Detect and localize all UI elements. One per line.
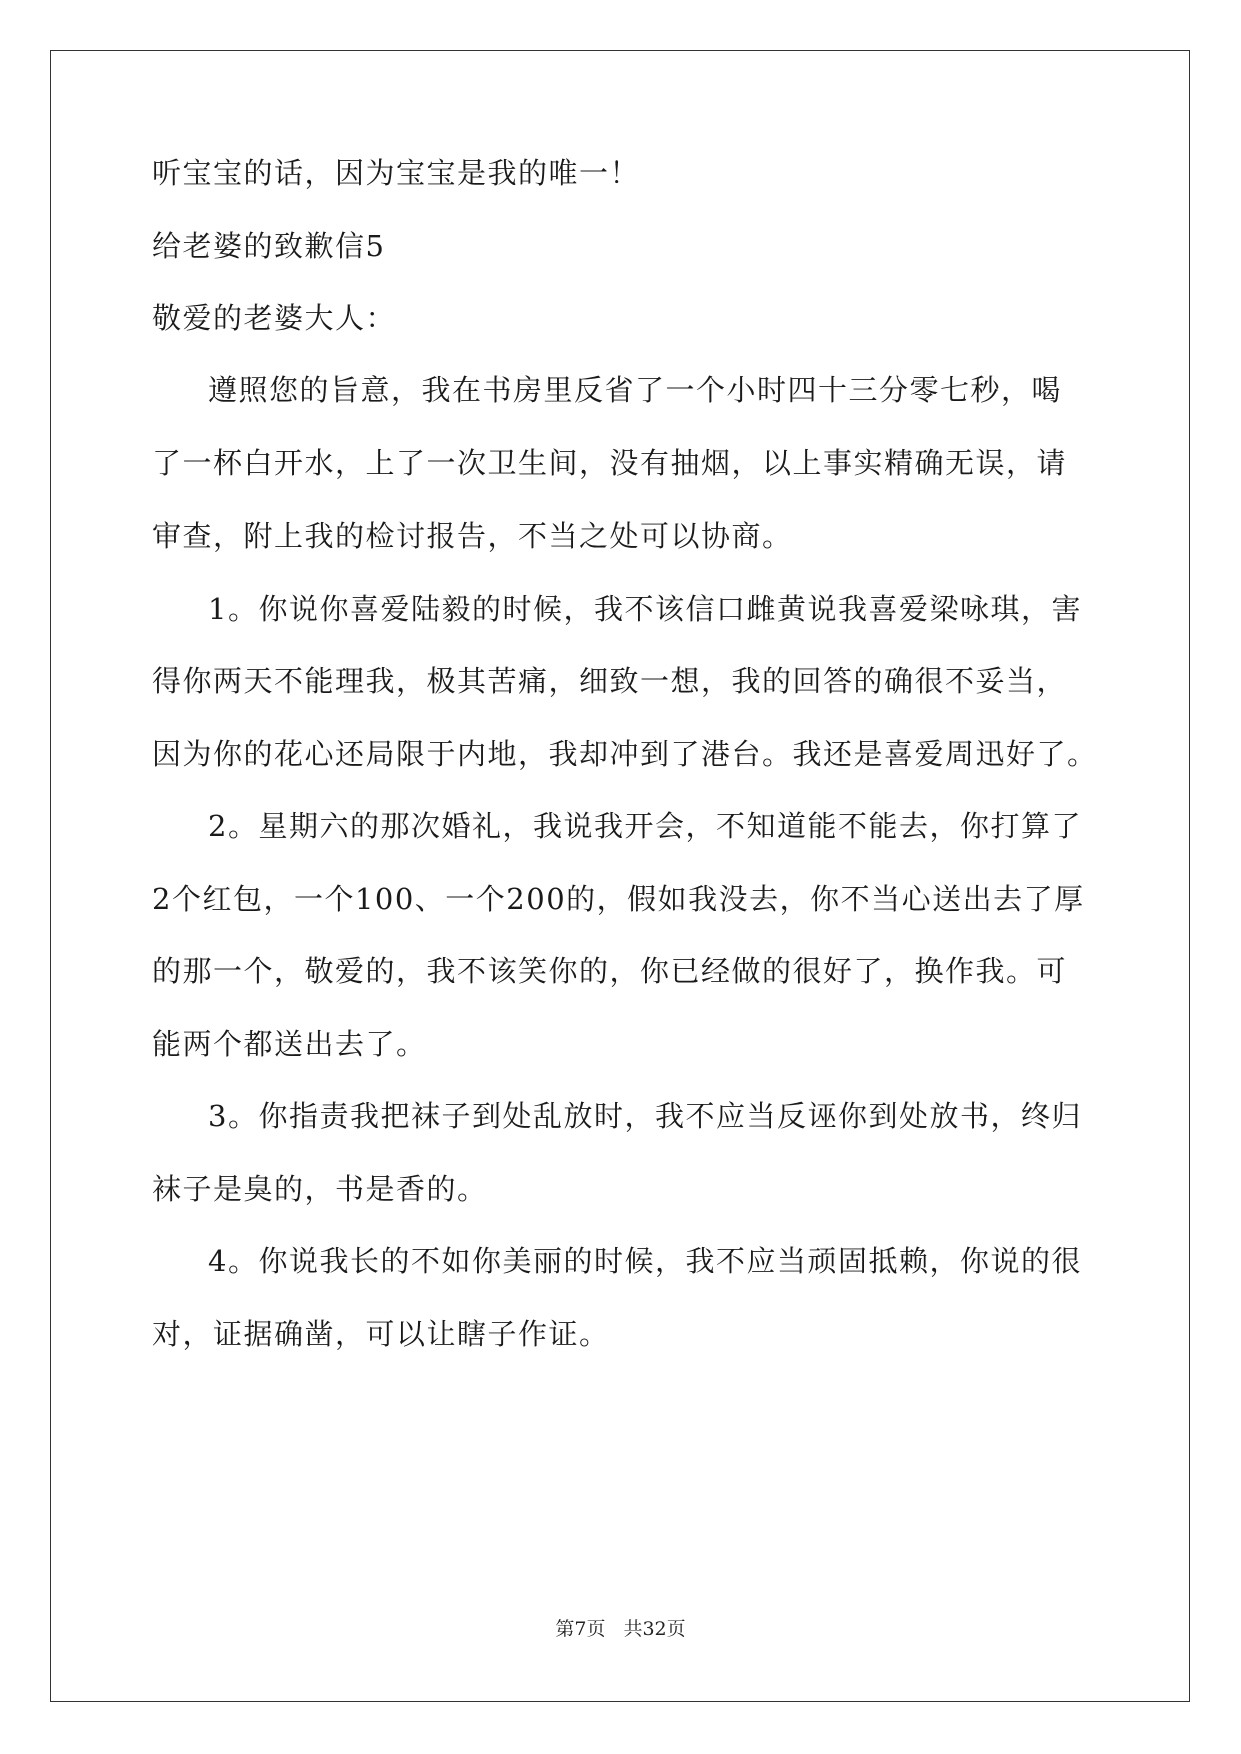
paragraph-line: 对，证据确凿，可以让瞎子作证。 xyxy=(152,1317,610,1351)
paragraph-line: 1。你说你喜爱陆毅的时候，我不该信口雌黄说我喜爱梁咏琪，害 xyxy=(208,592,1082,626)
paragraph-line: 的那一个，敬爱的，我不该笑你的，你已经做的很好了，换作我。可 xyxy=(152,954,1068,988)
paragraph-line: 袜子是臭的，书是香的。 xyxy=(152,1172,488,1206)
paragraph-line: 了一杯白开水，上了一次卫生间，没有抽烟，以上事实精确无误，请 xyxy=(152,446,1068,480)
page-total: 共32页 xyxy=(623,1618,686,1640)
paragraph-line: 因为你的花心还局限于内地，我却冲到了港台。我还是喜爱周迅好了。 xyxy=(152,737,1098,771)
page-number: 第7页 xyxy=(555,1618,606,1640)
paragraph-line: 审查，附上我的检讨报告，不当之处可以协商。 xyxy=(152,519,793,553)
paragraph-line: 能两个都送出去了。 xyxy=(152,1027,427,1061)
page-footer xyxy=(0,1614,1241,1641)
paragraph-line: 遵照您的旨意，我在书房里反省了一个小时四十三分零七秒，喝 xyxy=(208,373,1063,407)
paragraph-line: 4。你说我长的不如你美丽的时候，我不应当顽固抵赖，你说的很 xyxy=(208,1244,1082,1278)
text-line: 听宝宝的话，因为宝宝是我的唯一！ xyxy=(152,156,641,190)
paragraph-line: 得你两天不能理我，极其苦痛，细致一想，我的回答的确很不妥当， xyxy=(152,664,1068,698)
paragraph-line: 2个红包，一个100、一个200的，假如我没去，你不当心送出去了厚 xyxy=(152,882,1085,916)
paragraph-line: 2。星期六的那次婚礼，我说我开会，不知道能不能去，你打算了 xyxy=(208,809,1082,843)
section-heading: 给老婆的致歉信5 xyxy=(152,229,386,263)
salutation: 敬爱的老婆大人： xyxy=(152,301,397,335)
paragraph-line: 3。你指责我把袜子到处乱放时，我不应当反诬你到处放书，终归 xyxy=(208,1099,1082,1133)
